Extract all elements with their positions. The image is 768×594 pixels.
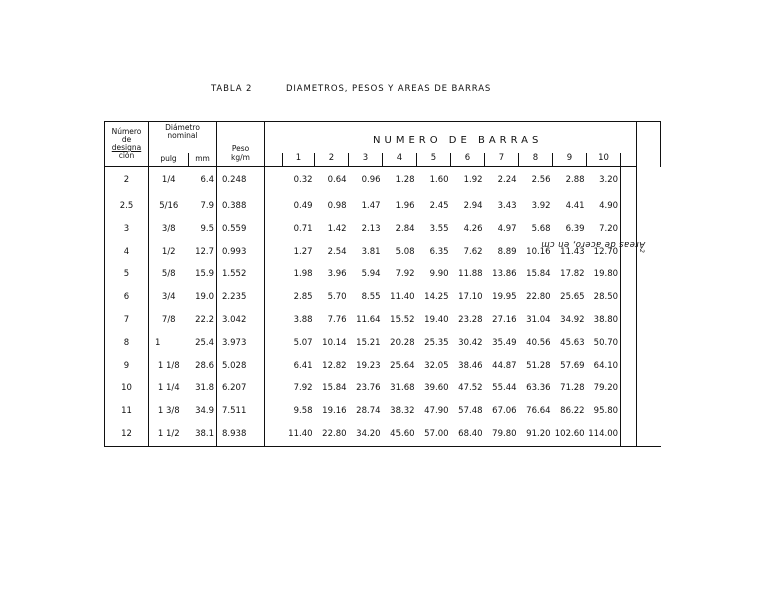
cell-designation-number: 5 [105, 264, 149, 287]
cell-weight: 0.388 [217, 196, 265, 219]
cell-diameter-mm: 34.9 [189, 401, 217, 424]
table-caption-label: TABLA 2 [211, 84, 253, 94]
cell-weight: 0.248 [217, 167, 265, 196]
cell-area: 5.07 [293, 337, 313, 348]
cell-area: 64.10 [587, 355, 621, 378]
cell-area: 39.60 [424, 383, 449, 394]
header-weight-line-1: Peso [231, 143, 250, 153]
cell-area: 34.92 [560, 315, 585, 325]
table-row [105, 218, 661, 241]
cell-area: 13.86 [492, 269, 517, 280]
cell-area-spacer [621, 196, 637, 219]
cell-diameter-pulg: 1/4 [161, 175, 176, 186]
cell-designation-number: 12 [105, 423, 149, 446]
cell-area: 6.35 [429, 246, 449, 257]
cell-area: 2.45 [429, 201, 449, 212]
cell-area: 38.80 [587, 309, 621, 332]
cell-area: 1.42 [327, 223, 347, 234]
cell-area-spacer [621, 401, 637, 424]
cell-spacer [265, 309, 283, 332]
cell-area: 15.84 [526, 269, 551, 280]
cell-area: 0.98 [327, 201, 347, 212]
cell-designation-number: 10 [105, 378, 149, 401]
cell-spacer [265, 423, 283, 446]
cell-area: 57.69 [560, 360, 585, 371]
header-diameter-line-2: nominal [167, 131, 198, 141]
cell-diameter-pulg: 1 [155, 337, 161, 348]
bars-table-frame [104, 121, 656, 439]
cell-spacer [265, 241, 283, 264]
cell-area: 0.71 [293, 223, 313, 234]
cell-area: 2.84 [395, 223, 415, 234]
cell-spacer [265, 264, 283, 287]
cell-designation-number: 2 [105, 167, 149, 196]
bars-table-body [105, 167, 661, 447]
cell-area: 25.35 [424, 337, 449, 348]
cell-diameter-mm: 25.4 [189, 332, 217, 355]
header-unit-pulg: pulg [149, 153, 189, 167]
cell-area: 30.42 [458, 337, 483, 348]
cell-designation-number: 7 [105, 309, 149, 332]
cell-area: 19.95 [492, 292, 517, 303]
table-caption [211, 84, 491, 94]
cell-area: 34.20 [356, 428, 381, 439]
cell-diameter-pulg: 3/4 [161, 292, 176, 303]
cell-spacer [265, 167, 283, 196]
header-designation-line-4: ción [118, 150, 135, 160]
cell-area: 17.82 [560, 269, 585, 280]
table-row [105, 167, 661, 196]
cell-area: 35.49 [492, 337, 517, 348]
cell-area: 20.28 [390, 337, 415, 348]
cell-area: 11.43 [560, 246, 585, 257]
header-designation [105, 122, 149, 167]
cell-diameter-pulg: 1 1/2 [157, 428, 180, 439]
cell-designation-number: 4 [105, 241, 149, 264]
cell-designation-number: 3 [105, 218, 149, 241]
cell-area: 47.52 [458, 383, 483, 394]
cell-area: 6.39 [565, 223, 585, 234]
cell-diameter-mm: 19.0 [189, 287, 217, 310]
cell-area-spacer [621, 218, 637, 241]
header-count-9: 9 [553, 153, 587, 167]
cell-area: 79.80 [492, 428, 517, 439]
cell-area: 3.96 [327, 269, 347, 280]
cell-area: 32.05 [424, 360, 449, 371]
cell-area: 15.52 [390, 315, 415, 325]
table-row [105, 287, 661, 310]
cell-area: 28.74 [356, 406, 381, 417]
cell-area-spacer [621, 332, 637, 355]
header-count-6: 6 [451, 153, 485, 167]
cell-area: 10.14 [322, 337, 347, 348]
cell-diameter-mm: 12.7 [189, 241, 217, 264]
cell-area: 3.55 [429, 223, 449, 234]
cell-designation-number: 11 [105, 401, 149, 424]
cell-area: 8.55 [361, 292, 381, 303]
cell-weight: 1.552 [217, 264, 265, 287]
cell-area: 5.94 [361, 269, 381, 280]
cell-designation-number: 9 [105, 355, 149, 378]
header-number-of-bars: NUMERO DE BARRAS [265, 122, 637, 153]
header-designation-line-3: designa [111, 143, 142, 152]
cell-area: 1.27 [293, 246, 313, 257]
cell-area: 12.70 [587, 241, 621, 264]
cell-area: 1.47 [361, 201, 381, 212]
cell-spacer [265, 287, 283, 310]
cell-area: 3.43 [497, 201, 517, 212]
cell-area: 14.25 [424, 292, 449, 303]
cell-area: 0.96 [361, 175, 381, 186]
table-row [105, 264, 661, 287]
cell-diameter-mm: 28.6 [189, 355, 217, 378]
cell-area-spacer [621, 309, 637, 332]
cell-diameter-mm: 7.9 [189, 196, 217, 219]
cell-area: 15.84 [322, 383, 347, 394]
cell-area: 8.89 [497, 246, 517, 257]
header-count-spacer [621, 153, 637, 167]
cell-designation-number: 6 [105, 287, 149, 310]
cell-diameter-pulg: 1 1/4 [157, 383, 180, 394]
cell-weight: 3.973 [217, 332, 265, 355]
cell-weight: 5.028 [217, 355, 265, 378]
cell-area: 11.64 [356, 315, 381, 325]
table-row [105, 196, 661, 219]
cell-area: 2.88 [565, 175, 585, 186]
cell-area: 12.82 [322, 360, 347, 371]
cell-weight: 8.938 [217, 423, 265, 446]
cell-area: 76.64 [526, 406, 551, 417]
cell-area: 9.90 [429, 269, 449, 280]
cell-area: 50.70 [587, 332, 621, 355]
cell-area: 114.00 [587, 423, 621, 446]
cell-area: 5.68 [531, 223, 551, 234]
cell-area: 2.13 [361, 223, 381, 234]
cell-area: 31.04 [526, 315, 551, 325]
cell-area: 47.90 [424, 406, 449, 417]
cell-weight: 0.993 [217, 241, 265, 264]
cell-spacer [265, 332, 283, 355]
cell-area: 68.40 [458, 428, 483, 439]
header-designation-line-1: Número [111, 127, 142, 137]
header-count-4: 4 [383, 153, 417, 167]
cell-area: 9.58 [293, 406, 313, 417]
cell-area: 71.28 [560, 383, 585, 394]
cell-area: 1.96 [395, 201, 415, 212]
header-count-5: 5 [417, 153, 451, 167]
header-diameter-line-1: Diámetro [165, 123, 200, 132]
cell-area: 63.36 [526, 383, 551, 394]
cell-area-spacer [621, 378, 637, 401]
cell-area: 7.92 [293, 383, 313, 394]
cell-area: 1.60 [429, 175, 449, 186]
table-row [105, 355, 661, 378]
table-row [105, 332, 661, 355]
cell-area: 55.44 [492, 383, 517, 394]
cell-area: 45.60 [390, 428, 415, 439]
cell-area: 11.40 [390, 292, 415, 303]
cell-diameter-mm: 9.5 [189, 218, 217, 241]
cell-area: 2.56 [531, 175, 551, 186]
cell-area-spacer [621, 355, 637, 378]
cell-area: 7.92 [395, 269, 415, 280]
header-count-8: 8 [519, 153, 553, 167]
cell-diameter-mm: 31.8 [189, 378, 217, 401]
cell-designation-number: 2.5 [105, 196, 149, 219]
cell-area: 3.88 [293, 315, 313, 325]
cell-area: 17.10 [458, 292, 483, 303]
cell-spacer [265, 218, 283, 241]
cell-area: 38.32 [390, 406, 415, 417]
cell-area: 22.80 [322, 428, 347, 439]
cell-area: 38.46 [458, 360, 483, 371]
header-diameter [149, 122, 217, 153]
cell-area: 2.24 [497, 175, 517, 186]
cell-area: 27.16 [492, 315, 517, 325]
cell-area: 1.28 [395, 175, 415, 186]
cell-area: 25.65 [560, 292, 585, 303]
cell-diameter-mm: 6.4 [189, 167, 217, 196]
side-label-exponent: 2 [638, 249, 645, 254]
cell-designation-number: 8 [105, 332, 149, 355]
cell-area: 23.28 [458, 315, 483, 325]
table-row [105, 378, 661, 401]
cell-spacer [265, 378, 283, 401]
cell-area: 3.81 [361, 246, 381, 257]
cell-area-spacer [621, 264, 637, 287]
cell-area: 4.26 [463, 223, 483, 234]
cell-spacer [265, 355, 283, 378]
cell-area: 102.60 [554, 428, 585, 439]
cell-area: 5.08 [395, 246, 415, 257]
cell-area: 31.68 [390, 383, 415, 394]
cell-diameter-pulg: 1 1/8 [157, 360, 180, 371]
cell-area-spacer [621, 287, 637, 310]
cell-area: 2.54 [327, 246, 347, 257]
table-caption-title: DIAMETROS, PESOS Y AREAS DE BARRAS [285, 84, 492, 94]
table-row [105, 401, 661, 424]
cell-diameter-mm: 15.9 [189, 264, 217, 287]
cell-weight: 6.207 [217, 378, 265, 401]
cell-diameter-pulg: 3/8 [161, 223, 176, 234]
cell-area: 1.92 [463, 175, 483, 186]
cell-area: 19.80 [587, 264, 621, 287]
cell-area: 79.20 [587, 378, 621, 401]
cell-area: 2.94 [463, 201, 483, 212]
cell-area: 67.06 [492, 406, 517, 417]
cell-area: 57.00 [424, 428, 449, 439]
header-weight-line-2: kg/m [231, 153, 250, 163]
cell-area: 51.28 [526, 360, 551, 371]
cell-area: 45.63 [560, 337, 585, 348]
cell-area: 2.85 [293, 292, 313, 303]
cell-area: 40.56 [526, 337, 551, 348]
header-weight [217, 122, 265, 167]
cell-weight: 0.559 [217, 218, 265, 241]
cell-weight: 3.042 [217, 309, 265, 332]
cell-area: 4.41 [565, 201, 585, 212]
cell-diameter-mm: 22.2 [189, 309, 217, 332]
cell-area: 0.49 [293, 201, 313, 212]
header-unit-mm: mm [189, 153, 217, 167]
cell-area: 22.80 [526, 292, 551, 303]
header-count-2: 2 [315, 153, 349, 167]
cell-area: 4.90 [587, 196, 621, 219]
cell-area: 6.41 [293, 360, 313, 371]
cell-area: 95.80 [587, 401, 621, 424]
cell-area: 4.97 [497, 223, 517, 234]
cell-area: 44.87 [492, 360, 517, 371]
cell-area: 25.64 [390, 360, 415, 371]
cell-area: 5.70 [327, 292, 347, 303]
cell-area-spacer [621, 167, 637, 196]
cell-diameter-pulg: 1 3/8 [157, 406, 180, 417]
header-count-10: 10 [587, 153, 621, 167]
cell-area: 57.48 [458, 406, 483, 417]
cell-area: 3.20 [587, 167, 621, 196]
cell-area: 19.16 [322, 406, 347, 417]
cell-area: 10.16 [526, 246, 551, 257]
cell-area: 86.22 [560, 406, 585, 417]
cell-area: 91.20 [526, 428, 551, 439]
cell-weight: 2.235 [217, 287, 265, 310]
cell-diameter-mm: 38.1 [189, 423, 217, 446]
cell-area: 11.40 [288, 428, 313, 439]
header-count-3: 3 [349, 153, 383, 167]
cell-diameter-pulg: 1/2 [161, 246, 176, 257]
side-label-cell [637, 122, 661, 167]
header-designation-line-2: de [121, 135, 132, 145]
cell-area: 0.32 [293, 175, 313, 186]
cell-area: 19.40 [424, 315, 449, 325]
side-label-main: Areas de acero, en cm [540, 239, 645, 249]
header-count-7: 7 [485, 153, 519, 167]
cell-area: 23.76 [356, 383, 381, 394]
cell-area: 28.50 [587, 287, 621, 310]
header-spacer [265, 153, 283, 167]
cell-weight: 7.511 [217, 401, 265, 424]
cell-area: 19.23 [356, 360, 381, 371]
cell-diameter-pulg: 7/8 [161, 315, 176, 325]
cell-area: 11.88 [458, 269, 483, 280]
header-count-1: 1 [283, 153, 315, 167]
cell-spacer [265, 401, 283, 424]
cell-area: 7.76 [327, 315, 347, 325]
cell-diameter-pulg: 5/8 [161, 269, 176, 280]
cell-area-spacer [621, 423, 637, 446]
cell-area: 7.62 [463, 246, 483, 257]
cell-area: 0.64 [327, 175, 347, 186]
cell-diameter-pulg: 5/16 [159, 201, 179, 212]
cell-area: 7.20 [587, 218, 621, 241]
cell-area: 15.21 [356, 337, 381, 348]
bars-table [104, 121, 661, 447]
table-row [105, 423, 661, 446]
cell-area: 3.92 [531, 201, 551, 212]
table-row [105, 309, 661, 332]
cell-area: 1.98 [293, 269, 313, 280]
cell-spacer [265, 196, 283, 219]
